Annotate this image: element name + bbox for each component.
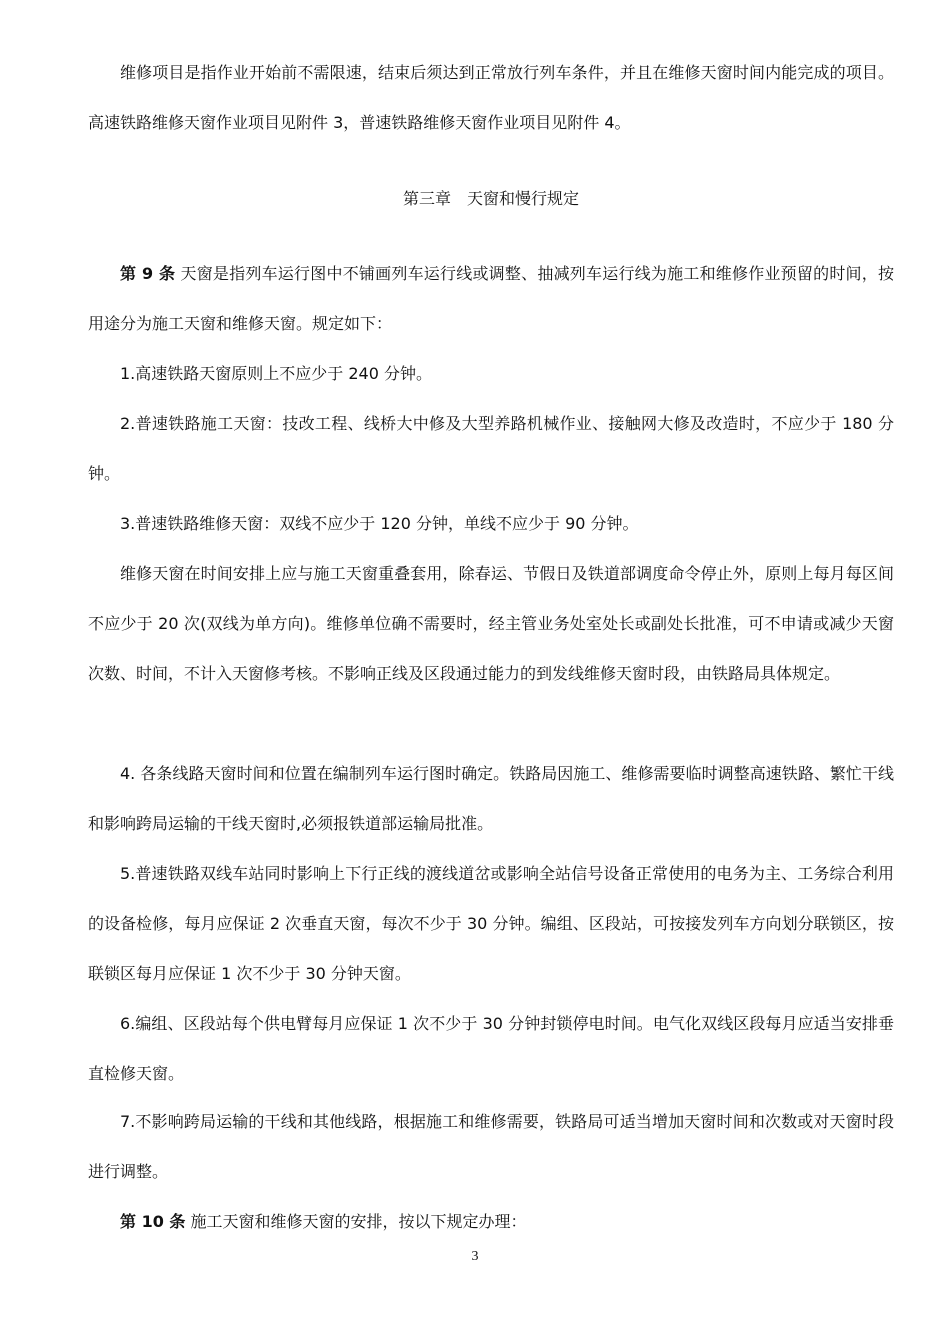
- item-4: 4. 各条线路天窗时间和位置在编制列车运行图时确定。铁路局因施工、维修需要临时调整高速铁路、繁忙干线和影响跨局运输的干线天窗时,必须报铁道部运输局批准。: [88, 764, 894, 833]
- article-9: [88, 249, 894, 349]
- chapter-title: 第三章 天窗和慢行规定: [402, 189, 579, 208]
- item-1: 1.高速铁路天窗原则上不应少于 240 分钟。: [120, 364, 432, 383]
- article-10: [88, 1197, 894, 1247]
- page-number: 3: [471, 1249, 479, 1264]
- item-3-note: 维修天窗在时间安排上应与施工天窗重叠套用，除春运、节假日及铁道部调度命令停止外，原则上每月每区间不应少于 20 次(双线为单方向)。维修单位确不需要时，经主管业务处室处长或副处长批准，可不申请或减少天窗次数、时间，不计入天窗修考核。不影响正线及区段通过能力的到发线维修天窗时段，由铁路局具体规定。: [88, 564, 894, 683]
- item-6: 6.编组、区段站每个供电臂每月应保证 1 次不少于 30 分钟封锁停电时间。电气化双线区段每月应适当安排垂直检修天窗。: [88, 1014, 894, 1083]
- article-10-text: 施工天窗和维修天窗的安排，按以下规定办理：: [185, 1212, 527, 1231]
- item-2: 2.普速铁路施工天窗：技改工程、线桥大中修及大型养路机械作业、接触网大修及改造时，不应少于 180 分钟。: [88, 414, 894, 483]
- article-10-number: 第 10 条: [120, 1212, 186, 1231]
- article-9-number: 第 9 条: [120, 264, 176, 283]
- item-5: 5.普速铁路双线车站同时影响上下行正线的渡线道岔或影响全站信号设备正常使用的电务为主、工务综合利用的设备检修，每月应保证 2 次垂直天窗，每次不少于 30 分钟。编组、区段站，可按接发列车方向划分联锁区，按联锁区每月应保证 1 次不少于 30 分钟天窗。: [88, 864, 894, 983]
- item-3: 3.普速铁路维修天窗：双线不应少于 120 分钟，单线不应少于 90 分钟。: [120, 514, 639, 533]
- article-9-text: 天窗是指列车运行图中不铺画列车运行线或调整、抽减列车运行线为施工和维修作业预留的时间，按用途分为施工天窗和维修天窗。规定如下：: [88, 264, 894, 333]
- paragraph-maintenance-items: 维修项目是指作业开始前不需限速，结束后须达到正常放行列车条件，并且在维修天窗时间内能完成的项目。高速铁路维修天窗作业项目见附件 3，普速铁路维修天窗作业项目见附件 4。: [88, 63, 894, 132]
- item-7: 7.不影响跨局运输的干线和其他线路，根据施工和维修需要，铁路局可适当增加天窗时间和次数或对天窗时段进行调整。: [88, 1112, 894, 1181]
